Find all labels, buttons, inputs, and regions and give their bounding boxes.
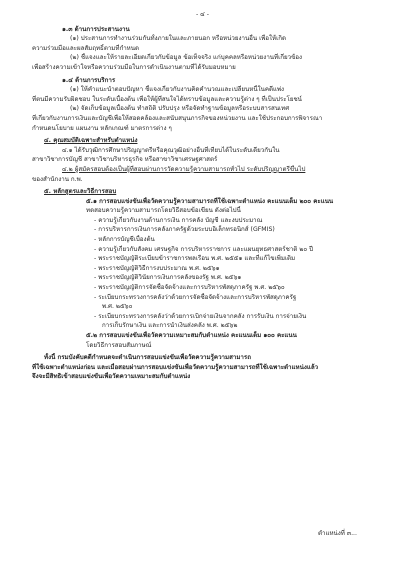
exam-topic-item-continuation: พ.ศ. ๒๕๖๐ — [102, 303, 133, 311]
closing-paragraph-line: ทั้งนี้ กรมบังคับคดีกำหนดจะดำเนินการสอบแข่งขันเพื่อวัดความรู้ความสามารถ — [44, 354, 251, 362]
exam-topic-item: - ความรู้เกี่ยวกับงานด้านการเงิน การคลัง บัญชี และงบประมาณ — [94, 216, 263, 224]
continuation-footer: ตำแหน่งที่ ๓... — [318, 530, 357, 538]
paragraph-line: ทดสอบความรู้ความสามารถโดยวิธีสอบข้อเขียน ดังต่อไปนี้ — [86, 207, 241, 215]
section-heading-coordination: ๑.๓ ด้านการประสานงาน — [62, 25, 130, 33]
exam-topic-item: - หลักการบัญชีเบื้องต้น — [94, 236, 155, 244]
section-heading-service: ๑.๔ ด้านการบริการ — [62, 76, 116, 84]
page-number: - ๔ - — [195, 11, 210, 18]
paragraph-line: ที่เกี่ยวกับงานการเงินและบัญชีเพื่อให้สอดคล้องและสนับสนุนภารกิจของหน่วยงาน และใช้ประกอบการพิจารณา — [32, 114, 323, 122]
exam-topic-item: - ระเบียบกระทรวงการคลังว่าด้วยการเบิกจ่ายเงินจากคลัง การรับเงิน การจ่ายเงิน — [94, 312, 307, 320]
paragraph-line: (๒) จัดเก็บข้อมูลเบื้องต้น ทำสถิติ ปรับปรุง หรือจัดทำฐานข้อมูลหรือระบบสารสนเทศ — [70, 105, 290, 113]
paragraph-line: ของสำนักงาน ก.พ. — [32, 175, 83, 183]
exam-topic-item: - พระราชบัญญัติระเบียบข้าราชการพลเรือน พ.ศ. ๒๕๕๑ และที่แก้ไขเพิ่มเติม — [94, 255, 296, 263]
paragraph-line: (๑) ประสานการทำงานร่วมกันทั้งภายในและภายนอก หรือหน่วยงานอื่น เพื่อให้เกิด — [70, 35, 286, 43]
section-heading-qualifications: ๔. คุณสมบัติเฉพาะสำหรับตำแหน่ง — [44, 137, 138, 145]
paragraph-line: โดยวิธีการสอบสัมภาษณ์ — [86, 341, 152, 349]
exam-part-heading: ๕.๑ การสอบแข่งขันเพื่อวัดความรู้ความสามารถที่ใช้เฉพาะตำแหน่ง คะแนนเต็ม ๒๐๐ คะแนน — [86, 197, 334, 205]
paragraph-line: ๔.๒ ผู้สมัครสอบต้องเป็นผู้ที่สอบผ่านการวัดความรู้ความสามารถทั่วไป ระดับปริญญาตรีขึ้นไป — [62, 165, 306, 173]
closing-paragraph-line: ที่ใช้เฉพาะตำแหน่งก่อน และเมื่อสอบผ่านการสอบแข่งขันเพื่อวัดความรู้ความสามารถที่ใช้เฉพาะตำแหน่งแล้ว — [32, 363, 319, 371]
exam-topic-item: - พระราชบัญญัติวิธีการงบประมาณ พ.ศ. ๒๕๖๑ — [94, 264, 220, 272]
paragraph-line: สาขาวิชาการบัญชี สาขาวิชาบริหารธุรกิจ หรือสาขาวิชาเศรษฐศาสตร์ — [32, 156, 218, 164]
paragraph-line: ความร่วมมือและผลสัมฤทธิ์ตามที่กำหนด — [32, 44, 140, 52]
paragraph-line: กำหนดนโยบาย แผนงาน หลักเกณฑ์ มาตรการต่าง ๆ — [32, 124, 172, 132]
exam-topic-item: - ความรู้เกี่ยวกับสังคม เศรษฐกิจ การบริหารราชการ และแผนยุทธศาสตร์ชาติ ๒๐ ปี — [94, 245, 314, 253]
paragraph-line: ที่ตนมีความรับผิดชอบ ในระดับเบื้องต้น เพื่อให้ผู้ที่สนใจได้ทราบข้อมูลและความรู้ต่าง ๆ ที่เป็นประโยชน์ — [32, 95, 302, 103]
paragraph-line: เพื่อสร้างความเข้าใจหรือความร่วมมือในการดำเนินงานตามที่ได้รับมอบหมาย — [32, 63, 236, 71]
exam-topic-item: - การบริหารการเงินการคลังภาครัฐด้วยระบบอิเล็กทรอนิกส์ (GFMIS) — [94, 226, 275, 234]
exam-topic-item: - พระราชบัญญัติวินัยการเงินการคลังของรัฐ พ.ศ. ๒๕๖๑ — [94, 274, 242, 282]
exam-topic-item-continuation: การเก็บรักษาเงิน และการนำเงินส่งคลัง พ.ศ. ๒๕๖๒ — [102, 322, 238, 330]
exam-part-heading: ๕.๒ การสอบแข่งขันเพื่อวัดความเหมาะสมกับตำแหน่ง คะแนนเต็ม ๑๐๐ คะแนน — [86, 332, 297, 339]
exam-topic-item: - ระเบียบกระทรวงการคลังว่าด้วยการจัดซื้อจัดจ้างและการบริหารพัสดุภาครัฐ — [94, 293, 297, 301]
closing-paragraph-line: จึงจะมีสิทธิเข้าสอบแข่งขันเพื่อวัดความเหมาะสมกับตำแหน่ง — [32, 373, 191, 381]
paragraph-line: (๒) ชี้แจงและให้รายละเอียดเกี่ยวกับข้อมูล ข้อเท็จจริง แก่บุคคลหรือหน่วยงานที่เกี่ยวข้อง — [70, 54, 303, 62]
exam-topic-item: - พระราชบัญญัติการจัดซื้อจัดจ้างและการบริหารพัสดุภาครัฐ พ.ศ. ๒๕๖๐ — [94, 284, 285, 292]
paragraph-line: ๔.๑ ได้รับวุฒิการศึกษาปริญญาตรีหรือคุณวุฒิอย่างอื่นที่เทียบได้ในระดับเดียวกันใน — [62, 146, 280, 154]
section-heading-exam: ๕. หลักสูตรและวิธีการสอบ — [44, 188, 117, 196]
paragraph-line: (๑) ให้คำแนะนำตอบปัญหา ชี้แจงเกี่ยวกับงานคิดคำนวณและเปลี่ยนหนี้ในคดีแพ่ง — [70, 86, 285, 94]
